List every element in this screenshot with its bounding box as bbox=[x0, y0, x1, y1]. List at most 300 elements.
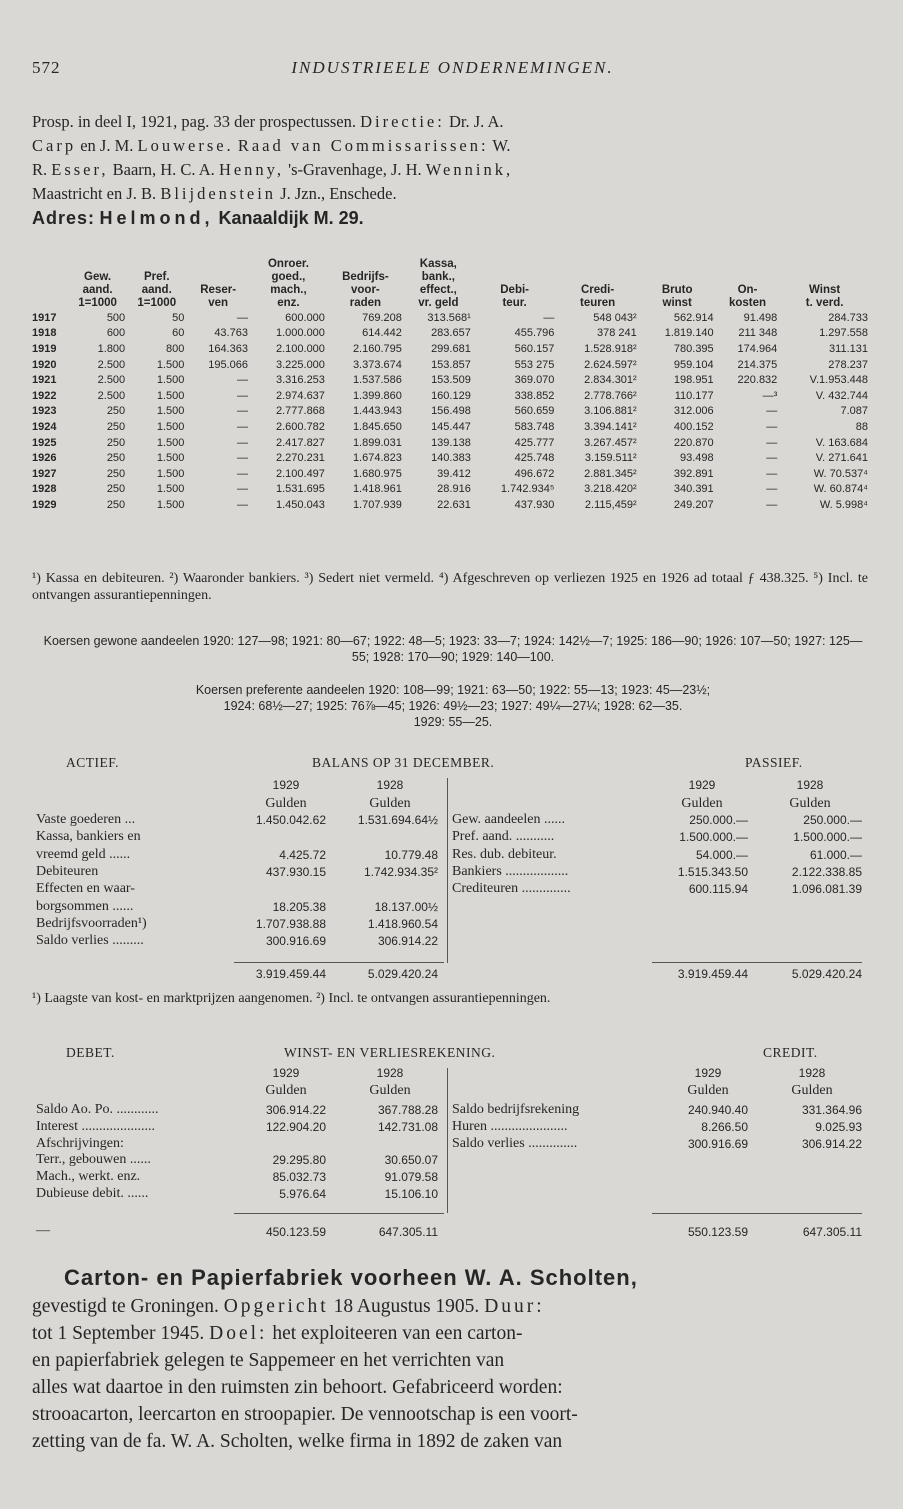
history-cell: V.1.953.448 bbox=[809, 374, 868, 387]
history-row bbox=[30, 482, 870, 498]
history-cell: 1.000.000 bbox=[275, 327, 325, 340]
history-header-cell: Pref. bbox=[143, 271, 170, 283]
passief-row-label: Bankiers .................. bbox=[452, 863, 569, 879]
actief-row-value-1928: 18.137.00½ bbox=[374, 899, 438, 914]
wv-unit-4: Gulden bbox=[791, 1083, 833, 1098]
running-title: INDUSTRIEELE ONDERNEMINGEN. bbox=[291, 58, 614, 77]
passief-row-label: Gew. aandeelen ...... bbox=[452, 812, 565, 827]
history-cell: 562.914 bbox=[673, 311, 714, 324]
history-cell: 800 bbox=[165, 342, 185, 355]
actief-row-value-1928: 10.779.48 bbox=[384, 847, 438, 862]
actief-row-value-1929: 4.425.72 bbox=[279, 847, 326, 862]
history-row bbox=[30, 326, 870, 342]
balans-actief-total-1928: 5.029.420.24 bbox=[367, 967, 438, 981]
history-cell: — bbox=[236, 311, 248, 324]
debet-row-label: Interest ..................... bbox=[36, 1118, 155, 1134]
history-header-cell bbox=[716, 258, 780, 271]
history-cell: 1.500 bbox=[156, 498, 185, 511]
balans-passief-total-1929: 3.919.459.44 bbox=[677, 967, 748, 981]
history-header-cell: Bruto bbox=[661, 284, 693, 296]
passief-row-label: Pref. aand. ........... bbox=[452, 829, 555, 845]
wv-right-total-rule bbox=[652, 1213, 862, 1214]
actief-row-value-1928: 306.914.22 bbox=[377, 934, 438, 949]
history-table-header bbox=[30, 258, 870, 310]
history-header-cell bbox=[639, 271, 716, 284]
debet-row-value-1928: 15.106.10 bbox=[384, 1187, 438, 1201]
history-cell: 1.800 bbox=[97, 342, 126, 355]
history-cell: 39.412 bbox=[437, 467, 471, 480]
history-cell: 1.531.695 bbox=[275, 483, 325, 496]
history-cell: 3.218.420² bbox=[584, 483, 637, 496]
history-header-cell: Gew. bbox=[84, 271, 112, 283]
history-cell: — bbox=[236, 405, 248, 418]
history-cell: 1.500 bbox=[156, 374, 185, 387]
intro-line-2: Carp en J. M. Louwerse. Raad van Commissarissen: W. bbox=[32, 136, 511, 155]
history-cell: 91.498 bbox=[743, 311, 778, 324]
history-cell: — bbox=[766, 452, 778, 465]
history-year: 1919 bbox=[32, 342, 57, 355]
history-cell: 2.600.782 bbox=[275, 420, 325, 433]
history-cell: 2.100.497 bbox=[275, 467, 325, 480]
debet-row-label: Afschrijvingen: bbox=[36, 1135, 124, 1151]
history-year: 1924 bbox=[32, 420, 57, 433]
history-header-cell bbox=[30, 284, 68, 297]
history-header-cell bbox=[186, 258, 250, 271]
history-header-cell: mach., bbox=[270, 284, 307, 296]
history-cell: 2.100.000 bbox=[275, 342, 325, 355]
history-cell: 1.500 bbox=[156, 389, 185, 402]
history-year: 1921 bbox=[32, 374, 57, 387]
history-row bbox=[30, 372, 870, 388]
actief-row-value-1929: 437.930.15 bbox=[265, 864, 326, 879]
passief-row-value-1928: 250.000.— bbox=[803, 813, 862, 827]
history-cell: 600.000 bbox=[285, 311, 325, 324]
history-cell: 1.819.140 bbox=[664, 327, 714, 340]
history-cell: — bbox=[236, 483, 248, 496]
history-header-cell: 1=1000 bbox=[137, 297, 177, 309]
address-label: Adres: bbox=[32, 208, 96, 228]
history-cell: — bbox=[236, 452, 248, 465]
actief-row-value-1928: 1.531.694.64½ bbox=[357, 813, 438, 827]
passief-row-value-1928: 2.122.338.85 bbox=[791, 864, 862, 879]
history-row bbox=[30, 466, 870, 482]
history-cell: 1.674.823 bbox=[352, 452, 402, 465]
passief-row-value-1928: 1.096.081.39 bbox=[791, 882, 862, 897]
history-cell: — bbox=[543, 311, 555, 324]
history-cell: 250 bbox=[106, 467, 126, 480]
passief-row-value-1929: 1.500.000.— bbox=[679, 830, 748, 845]
history-cell: 1.418.961 bbox=[352, 483, 402, 496]
actief-row-value-1928: 1.742.934.35² bbox=[363, 864, 438, 879]
history-year: 1917 bbox=[32, 311, 57, 324]
history-header-cell bbox=[779, 271, 870, 284]
history-cell: 548 043² bbox=[593, 311, 637, 324]
balans-passief-total-1928: 5.029.420.24 bbox=[791, 967, 862, 981]
page-number: 572 bbox=[32, 58, 61, 77]
history-cell: 2.115,459² bbox=[584, 498, 637, 511]
history-row bbox=[30, 341, 870, 357]
history-header-cell bbox=[779, 258, 870, 271]
history-cell: — bbox=[236, 467, 248, 480]
actief-row-label: Effecten en waar- bbox=[36, 881, 135, 897]
debet-row-value-1928: 142.731.08 bbox=[377, 1119, 438, 1134]
balans-left-head: ACTIEF. bbox=[66, 755, 120, 770]
history-row bbox=[30, 450, 870, 466]
history-header-cell: vr. geld bbox=[418, 297, 459, 309]
history-header-cell: teur. bbox=[502, 297, 527, 309]
history-cell: W. 60.874⁴ bbox=[813, 483, 868, 496]
history-row bbox=[30, 357, 870, 373]
history-cell: 214.375 bbox=[737, 358, 778, 371]
history-cell: 211 348 bbox=[738, 327, 778, 340]
history-cell: 583.748 bbox=[514, 420, 555, 433]
actief-row-label: Vaste goederen ... bbox=[36, 812, 136, 827]
address-line: Adres: Helmond, Kanaaldijk M. 29. bbox=[32, 208, 364, 228]
history-cell: 198.951 bbox=[673, 374, 714, 387]
history-header-cell: Kassa, bbox=[419, 258, 457, 270]
actief-row-value-1929: 1.450.042.62 bbox=[255, 813, 326, 827]
history-table bbox=[30, 258, 870, 513]
history-cell: 250 bbox=[106, 436, 126, 449]
history-cell: 2.417.827 bbox=[275, 436, 325, 449]
history-row bbox=[30, 310, 870, 326]
history-cell: 1.500 bbox=[156, 483, 185, 496]
history-cell: 425.748 bbox=[514, 452, 555, 465]
wv-total-dash: — bbox=[36, 1223, 50, 1238]
credit-row-value-1929: 8.266.50 bbox=[701, 1119, 748, 1134]
history-cell: — bbox=[766, 483, 778, 496]
history-cell: 560.659 bbox=[514, 405, 555, 418]
actief-row-label: Saldo verlies ......... bbox=[36, 933, 144, 949]
debet-row-value-1928: 91.079.58 bbox=[384, 1170, 438, 1185]
wv-credit-total-1929: 550.123.59 bbox=[687, 1225, 748, 1239]
debet-row-value-1929: 29.295.80 bbox=[272, 1153, 326, 1168]
balans-right-head: PASSIEF. bbox=[745, 755, 803, 770]
intro-line-1: Prosp. in deel I, 1921, pag. 33 der prospectussen. Directie: Dr. J. A. bbox=[32, 112, 504, 131]
history-header-cell bbox=[186, 271, 250, 284]
history-cell: 392.891 bbox=[673, 467, 714, 480]
history-cell: 1.443.943 bbox=[352, 405, 402, 418]
history-cell: 3.159.511² bbox=[584, 452, 637, 465]
history-year: 1925 bbox=[32, 436, 57, 449]
debet-row-value-1929: 122.904.20 bbox=[265, 1119, 326, 1134]
debet-row-label: Mach., werkt. enz. bbox=[36, 1169, 141, 1185]
history-header-row bbox=[30, 284, 870, 297]
history-header-cell: On- bbox=[737, 284, 758, 296]
history-cell: 145.447 bbox=[431, 420, 471, 433]
history-header-cell bbox=[639, 258, 716, 271]
history-table-body bbox=[30, 310, 870, 513]
intro-paragraph bbox=[32, 110, 868, 230]
history-cell: 769.208 bbox=[362, 311, 402, 324]
history-cell: 312.006 bbox=[673, 405, 714, 418]
history-header-cell: raden bbox=[349, 297, 382, 309]
history-cell: W. 70.537⁴ bbox=[813, 467, 868, 480]
history-cell: 153.857 bbox=[431, 358, 471, 371]
history-cell: 1.500 bbox=[156, 405, 185, 418]
history-cell: —³ bbox=[762, 389, 778, 402]
history-cell: 60 bbox=[172, 327, 185, 340]
history-cell: 2.974.637 bbox=[275, 389, 325, 402]
history-cell: 283.657 bbox=[431, 327, 471, 340]
history-cell: 369.070 bbox=[514, 374, 555, 387]
balans-actief-total-1929: 3.919.459.44 bbox=[255, 967, 326, 981]
credit-row-value-1928: 306.914.22 bbox=[801, 1136, 862, 1151]
passief-row-value-1929: 250.000.— bbox=[689, 813, 748, 827]
history-header-cell: t. verd. bbox=[805, 297, 844, 309]
wv-unit-1: Gulden bbox=[265, 1083, 307, 1098]
history-year: 1926 bbox=[32, 452, 57, 465]
koersen-preferente: Koersen preferente aandeelen 1920: 108—99; 1921: 63—50; 1922: 55—13; 1923: 45—23½; 1924: 68½—27; 1925: 76⅞—45; 1926: 49½—23; 1927: 49¼—27¼; 1928: 62—35. 1929: 55—25. bbox=[195, 683, 711, 729]
history-cell: 400.152 bbox=[673, 420, 714, 433]
history-cell: 250 bbox=[106, 452, 126, 465]
history-header-cell: Winst bbox=[809, 284, 841, 296]
history-cell: 2.500 bbox=[97, 389, 126, 402]
actief-row-value-1928: 1.418.960.54 bbox=[367, 916, 438, 931]
passief-row-value-1928: 1.500.000.— bbox=[793, 830, 862, 845]
balans-left-total-rule bbox=[234, 962, 444, 963]
history-cell: 160.129 bbox=[431, 389, 471, 402]
wv-divider bbox=[447, 1068, 448, 1213]
history-cell: 299.681 bbox=[431, 342, 471, 355]
history-cell: W. 5.998⁴ bbox=[819, 498, 868, 511]
history-cell: 3.225.000 bbox=[275, 358, 325, 371]
passief-row-value-1929: 1.515.343.50 bbox=[677, 864, 748, 879]
passief-row-label: Crediteuren .............. bbox=[452, 881, 571, 897]
history-header-cell: Credi- bbox=[580, 284, 615, 296]
company-title: Carton- en Papierfabriek voorheen W. A. Scholten, bbox=[64, 1265, 638, 1290]
history-year: 1920 bbox=[32, 358, 57, 371]
wv-right-head: CREDIT. bbox=[763, 1045, 818, 1060]
history-cell: 220.870 bbox=[673, 436, 714, 449]
history-cell: — bbox=[236, 389, 248, 402]
history-cell: 174.964 bbox=[737, 342, 778, 355]
balans-unit-2: Gulden bbox=[369, 796, 411, 811]
history-header-cell: kosten bbox=[728, 297, 767, 309]
credit-row-value-1929: 240.940.40 bbox=[687, 1103, 748, 1117]
history-header-cell: enz. bbox=[277, 297, 300, 309]
balans-year-1929-left: 1929 bbox=[272, 778, 300, 792]
koersen-gewone: Koersen gewone aandeelen 1920: 127—98; 1921: 80—67; 1922: 48—5; 1923: 33—7; 1924: 142½—7; 1925: 186—90; 1926: 107—50; 1927: 125—55; 1928: 170—90; 1929: 140—100. bbox=[43, 634, 863, 664]
history-cell: 2.777.868 bbox=[275, 405, 325, 418]
history-cell: 1.845.650 bbox=[352, 420, 402, 433]
wv-title: WINST- EN VERLIESREKENING. bbox=[284, 1045, 496, 1060]
history-header-row bbox=[30, 258, 870, 271]
history-cell: 338.852 bbox=[514, 389, 555, 402]
history-cell: 1.500 bbox=[156, 420, 185, 433]
history-cell: 560.157 bbox=[514, 342, 555, 355]
history-cell: 614.442 bbox=[362, 327, 402, 340]
wv-unit-2: Gulden bbox=[369, 1083, 411, 1098]
history-header-cell bbox=[68, 258, 127, 271]
debet-row-value-1929: 306.914.22 bbox=[265, 1103, 326, 1117]
history-cell: 250 bbox=[106, 483, 126, 496]
history-header-cell: aand. bbox=[141, 284, 172, 296]
balans-unit-1: Gulden bbox=[265, 796, 307, 811]
history-cell: 455.796 bbox=[514, 327, 555, 340]
history-row bbox=[30, 497, 870, 513]
history-header-cell: Onroer. bbox=[267, 258, 309, 270]
debet-row-label: Terr., gebouwen ...... bbox=[36, 1152, 151, 1168]
history-cell: — bbox=[236, 420, 248, 433]
history-cell: 780.395 bbox=[673, 342, 714, 355]
history-year: 1929 bbox=[32, 498, 57, 511]
credit-row-label: Saldo verlies .............. bbox=[452, 1135, 578, 1151]
history-cell: 378 241 bbox=[596, 327, 637, 340]
history-cell: 2.500 bbox=[97, 358, 126, 371]
balans-year-1928-right: 1928 bbox=[796, 778, 824, 792]
actief-row-value-1929: 1.707.938.88 bbox=[255, 916, 326, 931]
history-cell: 1.899.031 bbox=[352, 436, 402, 449]
company-body: gevestigd te Groningen. Opgericht 18 Augustus 1905. Duur: tot 1 September 1945. Doel: het exploiteeren van een carton- en papierfabriek gelegen te Sappemeer en het verrichten van alles wat daartoe in den ruimsten zin behoort. Gefabriceerd worden: strooacarton, leercarton en stroopapier. De vennootschap is een voort- zetting van de fa. W. A. Scholten, welke firma in 1892 de zaken van bbox=[32, 1296, 578, 1452]
history-cell: — bbox=[236, 374, 248, 387]
history-cell: — bbox=[766, 405, 778, 418]
history-header-row bbox=[30, 297, 870, 310]
history-cell: 340.391 bbox=[673, 483, 714, 496]
history-cell: — bbox=[236, 436, 248, 449]
history-cell: 600 bbox=[106, 327, 126, 340]
history-cell: 1.500 bbox=[156, 436, 185, 449]
history-cell: 313.568¹ bbox=[427, 311, 471, 324]
history-row bbox=[30, 435, 870, 451]
history-header-cell bbox=[716, 271, 780, 284]
history-cell: 220.832 bbox=[737, 374, 778, 387]
history-header-cell: bank., bbox=[421, 271, 455, 283]
history-cell: 110.177 bbox=[674, 389, 714, 402]
debet-row-label: Saldo Ao. Po. ............ bbox=[36, 1102, 159, 1117]
wv-year-1928-right: 1928 bbox=[798, 1066, 826, 1080]
history-cell: 164.363 bbox=[208, 342, 248, 355]
history-cell: 3.316.253 bbox=[275, 374, 325, 387]
intro-line-3: R. Esser, Baarn, H. C. A. Henny, 's-Gravenhage, J. H. Wennink, bbox=[32, 160, 514, 179]
history-year: 1918 bbox=[32, 327, 57, 340]
history-cell: — bbox=[236, 498, 248, 511]
actief-row-label: Bedrijfsvoorraden¹) bbox=[36, 915, 147, 931]
balans-footnotes: ¹) Laagste van kost- en marktprijzen aangenomen. ²) Incl. te ontvangen assurantiepenningen. bbox=[32, 991, 551, 1006]
history-header-cell: effect., bbox=[419, 284, 457, 296]
history-header-cell: Bedrijfs- bbox=[342, 271, 389, 283]
running-header bbox=[30, 58, 875, 82]
credit-row-value-1928: 9.025.93 bbox=[815, 1119, 862, 1134]
wv-left-head: DEBET. bbox=[66, 1045, 115, 1060]
history-cell: 2.270.231 bbox=[275, 452, 325, 465]
history-cell: 156.498 bbox=[431, 405, 471, 418]
history-cell: 2.624.597² bbox=[584, 358, 637, 371]
history-cell: 425.777 bbox=[514, 436, 555, 449]
history-header-cell: goed., bbox=[271, 271, 306, 283]
history-cell: — bbox=[766, 436, 778, 449]
history-cell: V. 271.641 bbox=[815, 452, 868, 465]
history-cell: 88 bbox=[855, 420, 868, 433]
wv-year-1929-left: 1929 bbox=[272, 1066, 300, 1080]
history-cell: 3.373.674 bbox=[352, 358, 402, 371]
passief-row-label: Res. dub. debiteur. bbox=[452, 846, 557, 862]
history-cell: 28.916 bbox=[437, 483, 471, 496]
wv-debet-total-1929: 450.123.59 bbox=[265, 1225, 326, 1239]
history-cell: 195.066 bbox=[208, 358, 248, 371]
history-cell: 1.399.860 bbox=[352, 389, 402, 402]
balans-unit-3: Gulden bbox=[681, 796, 723, 811]
actief-row-label: vreemd geld ...... bbox=[36, 846, 131, 862]
history-cell: 43.763 bbox=[214, 327, 248, 340]
history-year: 1923 bbox=[32, 405, 57, 418]
credit-row-label: Huren ...................... bbox=[452, 1118, 568, 1134]
debet-row-value-1929: 5.976.64 bbox=[279, 1187, 326, 1201]
history-cell: 7.087 bbox=[840, 405, 868, 418]
history-row bbox=[30, 388, 870, 404]
history-cell: 250 bbox=[106, 498, 126, 511]
history-cell: V. 432.744 bbox=[815, 389, 868, 402]
history-header-cell bbox=[327, 258, 404, 271]
passief-row-value-1929: 54.000.— bbox=[695, 847, 748, 862]
history-cell: — bbox=[766, 420, 778, 433]
actief-row-label: borgsommen ...... bbox=[36, 898, 134, 914]
credit-row-value-1928: 331.364.96 bbox=[801, 1103, 862, 1117]
history-header-cell bbox=[473, 271, 557, 284]
history-cell: 1.500 bbox=[156, 467, 185, 480]
history-cell: 1.297.558 bbox=[819, 327, 868, 340]
wv-year-1928-left: 1928 bbox=[376, 1066, 404, 1080]
history-cell: — bbox=[766, 467, 778, 480]
history-year: 1928 bbox=[32, 483, 57, 496]
history-cell: 1.450.043 bbox=[275, 498, 325, 511]
history-cell: 500 bbox=[106, 311, 126, 324]
table-footnotes: ¹) Kassa en debiteuren. ²) Waaronder bankiers. ³) Sedert niet vermeld. ⁴) Afgeschreven op verliezen 1925 en 1926 ad totaal ƒ 438.325. ⁵) Incl. te ontvangen assurantiepenningen. bbox=[32, 571, 868, 603]
history-cell: 1.500 bbox=[156, 358, 185, 371]
history-cell: 1.742.934⁵ bbox=[500, 483, 555, 496]
history-cell: 250 bbox=[106, 420, 126, 433]
balans-unit-4: Gulden bbox=[789, 796, 831, 811]
history-cell: 2.500 bbox=[97, 374, 126, 387]
actief-row-label: Debiteuren bbox=[36, 863, 99, 879]
balans-divider bbox=[447, 778, 448, 963]
history-cell: 3.267.457² bbox=[584, 436, 637, 449]
balans-title: BALANS OP 31 DECEMBER. bbox=[312, 755, 495, 770]
balans-year-1929-right: 1929 bbox=[688, 778, 716, 792]
history-cell: 2.881.345² bbox=[584, 467, 637, 480]
history-cell: 249.207 bbox=[673, 498, 714, 511]
history-cell: V. 163.684 bbox=[815, 436, 868, 449]
history-cell: 2.834.301² bbox=[584, 374, 637, 387]
history-cell: 250 bbox=[106, 405, 126, 418]
credit-row-value-1929: 300.916.69 bbox=[687, 1136, 748, 1151]
history-cell: 284.733 bbox=[828, 311, 868, 324]
history-cell: 496.672 bbox=[514, 467, 555, 480]
history-cell: 139.138 bbox=[431, 436, 471, 449]
history-header-row bbox=[30, 271, 870, 284]
history-header-cell: voor- bbox=[351, 284, 380, 296]
history-header-cell: 1=1000 bbox=[78, 297, 117, 309]
history-header-cell: winst bbox=[662, 297, 692, 309]
history-header-cell bbox=[30, 258, 68, 271]
intro-line-4: Maastricht en J. B. Blijdenstein J. Jzn., Enschede. bbox=[32, 184, 397, 203]
history-cell: 22.631 bbox=[437, 498, 471, 511]
history-cell: 3.106.881² bbox=[584, 405, 637, 418]
debet-row-label: Dubieuse debit. ...... bbox=[36, 1186, 149, 1201]
actief-row-value-1929: 300.916.69 bbox=[265, 934, 326, 949]
history-cell: 2.160.795 bbox=[352, 342, 402, 355]
history-cell: 3.394.141² bbox=[584, 420, 637, 433]
history-cell: 278.237 bbox=[828, 358, 868, 371]
history-header-cell bbox=[30, 271, 68, 284]
history-year: 1927 bbox=[32, 467, 57, 480]
debet-row-value-1928: 367.788.28 bbox=[377, 1103, 438, 1117]
history-header-cell bbox=[556, 258, 638, 271]
history-row bbox=[30, 404, 870, 420]
history-cell: 140.383 bbox=[431, 452, 471, 465]
wv-unit-3: Gulden bbox=[687, 1083, 729, 1098]
history-cell: 93.498 bbox=[680, 452, 714, 465]
